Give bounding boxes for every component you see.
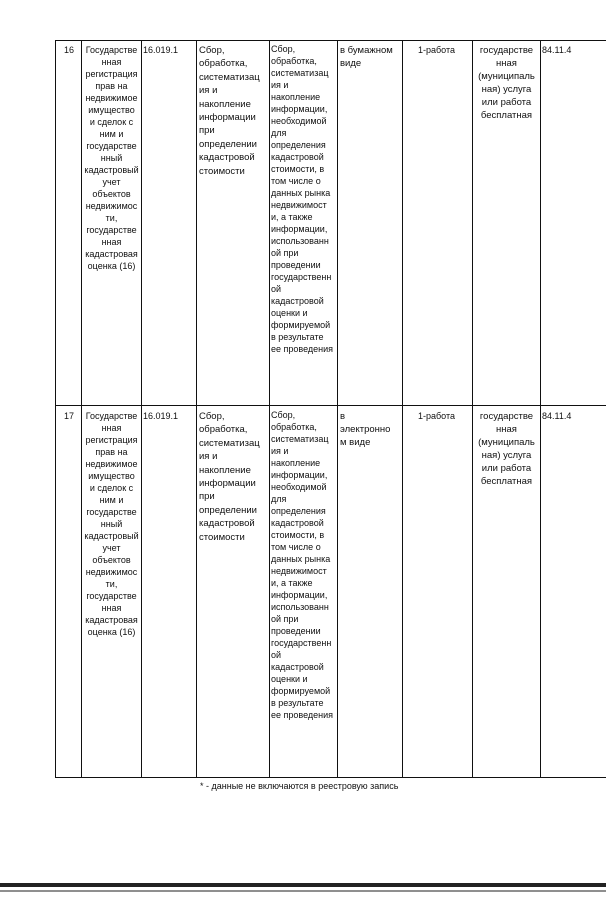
work-content: Сбор, обработка, систематизац ия и накопление информации при определении кадастровой стоимости bbox=[199, 45, 260, 177]
column-divider bbox=[196, 40, 197, 777]
table-border-bottom bbox=[55, 777, 606, 778]
row-divider bbox=[55, 405, 606, 406]
service-code: 16.019.1 bbox=[143, 411, 179, 421]
column-divider bbox=[55, 40, 56, 777]
payment-type: государстве нная (муниципаль ная) услуга или работа бесплатная bbox=[478, 411, 535, 487]
column-divider bbox=[337, 40, 338, 777]
column-divider bbox=[269, 40, 270, 777]
result-form: в электронно м виде bbox=[340, 411, 391, 448]
footnote: * - данные не включаются в реестровую запись bbox=[200, 781, 399, 791]
work-details: Сбор, обработка, систематизац ия и накопление информации, необходимой для определения кадастровой стоимости, в том числе о данных рынка недвижимост и, а также информации, использованн ой при проведении государственн ой кадастровой оценки и формируемой в результате ее проведения bbox=[271, 44, 334, 354]
scan-artifact-line bbox=[0, 883, 606, 887]
service-code: 16.019.1 bbox=[143, 45, 179, 55]
registry-table bbox=[55, 40, 606, 777]
column-divider bbox=[472, 40, 473, 777]
column-divider bbox=[540, 40, 541, 777]
work-details: Сбор, обработка, систематизац ия и накопление информации, необходимой для определения кадастровой стоимости, в том числе о данных рынка недвижимост и, а также информации, использованн ой при проведении государственн ой кадастровой оценки и формируемой в результате ее проведения bbox=[271, 410, 334, 720]
row-number: 16 bbox=[64, 45, 75, 55]
column-divider bbox=[141, 40, 142, 777]
scan-artifact-line bbox=[0, 890, 606, 892]
payment-type: государстве нная (муниципаль ная) услуга или работа бесплатная bbox=[478, 45, 535, 121]
work-content: Сбор, обработка, систематизац ия и накопление информации при определении кадастровой стоимости bbox=[199, 411, 260, 543]
result-form: в бумажном виде bbox=[340, 45, 393, 69]
work-type: 1-работа bbox=[418, 45, 456, 55]
okved-code: 84.11.4 bbox=[542, 411, 572, 421]
service-name: Государстве нная регистрация прав на недвижимое имущество и сделок с ним и государстве нный кадастровый учет объектов недвижимос ти, государстве нная кадастровая оценка (16) bbox=[84, 45, 139, 271]
column-divider bbox=[402, 40, 403, 777]
okved-code: 84.11.4 bbox=[542, 45, 572, 55]
service-name: Государстве нная регистрация прав на недвижимое имущество и сделок с ним и государстве нный кадастровый учет объектов недвижимос ти, государстве нная кадастровая оценка (16) bbox=[84, 411, 139, 637]
work-type: 1-работа bbox=[418, 411, 456, 421]
table-border-top bbox=[55, 40, 606, 41]
row-number: 17 bbox=[64, 411, 75, 421]
